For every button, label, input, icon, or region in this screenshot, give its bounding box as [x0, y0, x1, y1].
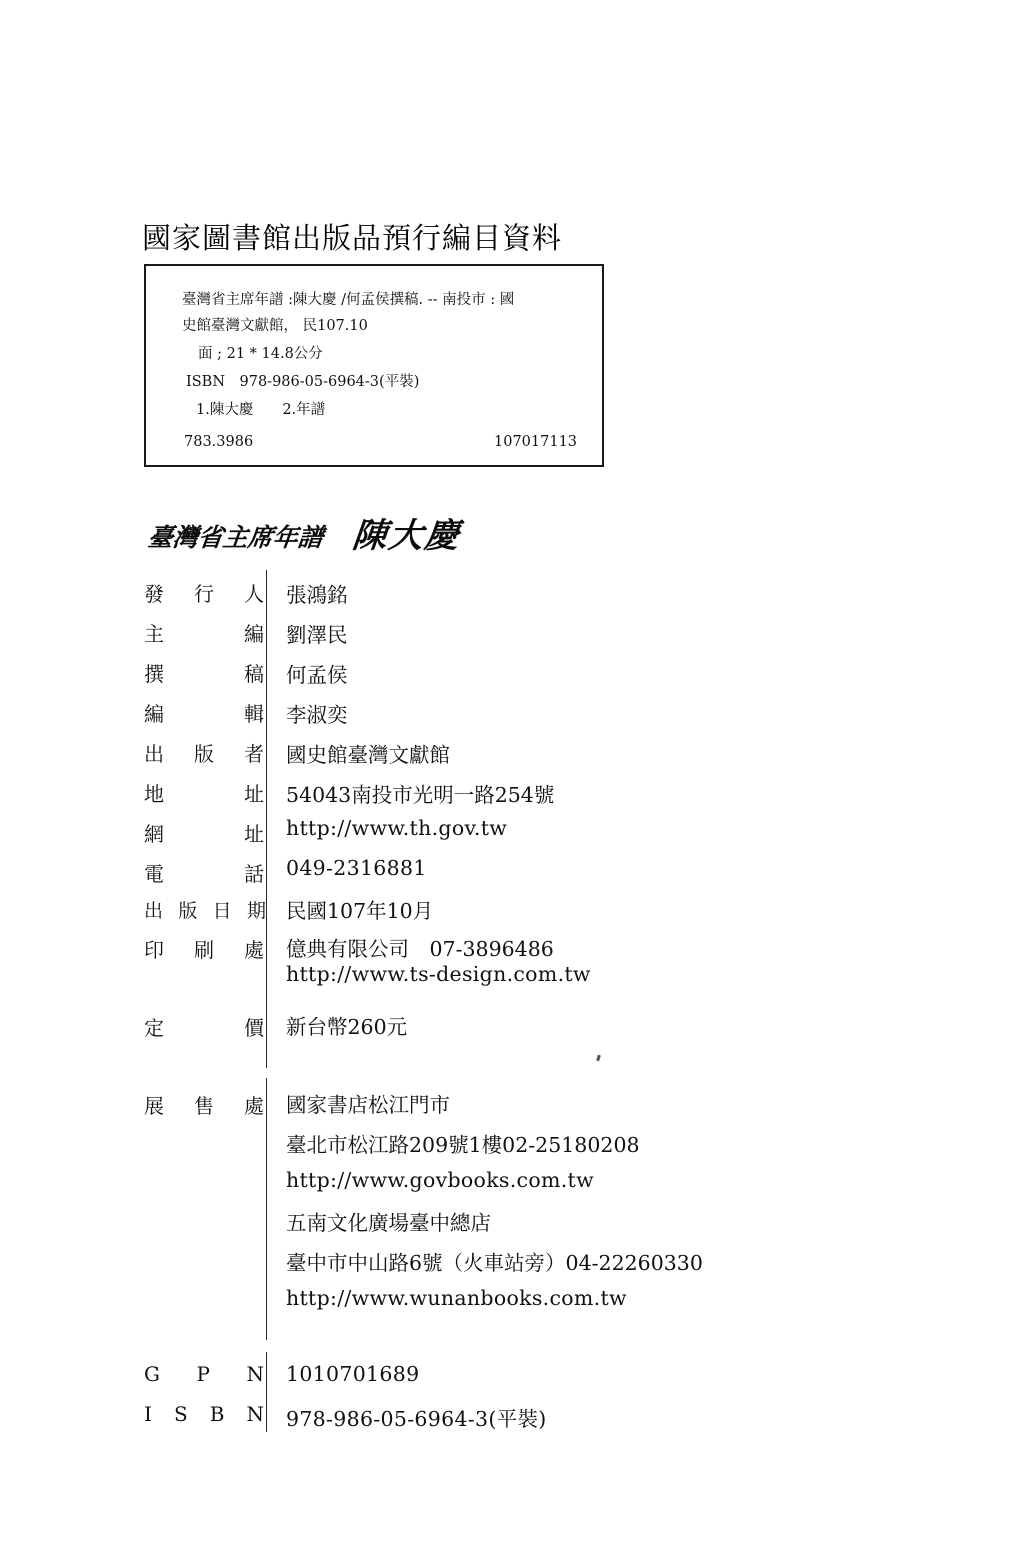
label-char: 網 [144, 822, 164, 846]
label-isbn [144, 1402, 264, 1426]
label-publish-date [144, 896, 266, 923]
cip-line-classification: 783.3986 [184, 434, 254, 450]
label-char: B [209, 1402, 225, 1426]
sales-outlet-line-6[interactable]: http://www.wunanbooks.com.tw [286, 1286, 627, 1310]
label-char: 版 [194, 742, 214, 766]
label-char: 話 [244, 862, 264, 886]
label-char: 主 [144, 622, 164, 646]
label-writer [144, 658, 264, 687]
cip-line-subjects: 1.陳大慶 2.年譜 [196, 402, 326, 418]
label-char: 刷 [194, 938, 214, 962]
cip-line-3: 面 ; 21 * 14.8公分 [198, 346, 323, 362]
label-chief-editor [144, 618, 264, 647]
value-editor: 李淑奕 [286, 703, 348, 727]
label-char: 價 [244, 1016, 264, 1040]
label-char: 址 [244, 822, 264, 846]
cip-line-1: 臺灣省主席年譜 :陳大慶 /何孟侯撰稿. -- 南投市 : 國 [182, 292, 515, 308]
cip-line-2: 史館臺灣文獻館， 民107.10 [182, 318, 368, 334]
value-isbn: 978-986-05-6964-3(平裝) [286, 1407, 547, 1431]
label-char: 售 [194, 1094, 214, 1118]
value-printer: 億典有限公司 07-3896486 [286, 937, 554, 961]
book-title-series: 臺灣省主席年譜 [146, 523, 325, 552]
value-chief-editor: 劉澤民 [286, 623, 348, 647]
label-website [144, 818, 264, 847]
label-char: 期 [246, 900, 266, 922]
sales-outlet-line-3[interactable]: http://www.govbooks.com.tw [286, 1168, 594, 1192]
value-publisher: 國史館臺灣文獻館 [286, 743, 450, 767]
value-telephone: 049-2316881 [286, 856, 427, 880]
label-char: 輯 [244, 702, 264, 726]
label-char: 版 [178, 900, 198, 922]
sales-outlet-line-2: 臺北市松江路209號1樓02-25180208 [286, 1133, 640, 1157]
label-char: 編 [144, 702, 164, 726]
label-char: 處 [244, 938, 264, 962]
value-gpn: 1010701689 [286, 1362, 420, 1386]
label-char: 者 [244, 742, 264, 766]
sales-outlet-line-4: 五南文化廣場臺中總店 [286, 1211, 491, 1235]
value-writer: 何孟侯 [286, 663, 348, 687]
book-title-name: 陳大慶 [350, 516, 463, 556]
value-address: 54043南投市光明一路254號 [286, 783, 555, 807]
label-publisher-person [144, 578, 264, 607]
cip-line-isbn: ISBN 978-986-05-6964-3(平裝) [186, 374, 420, 390]
label-char: N [246, 1362, 264, 1386]
label-char: 行 [194, 582, 214, 606]
label-char: 址 [244, 782, 264, 806]
label-char: 撰 [144, 662, 164, 686]
label-char: 印 [144, 938, 164, 962]
label-telephone [144, 858, 264, 887]
cip-heading: 國家圖書館出版品預行編目資料 [142, 221, 563, 255]
book-title [148, 505, 461, 554]
label-editor [144, 698, 264, 727]
label-char: 稿 [244, 662, 264, 686]
label-sales-outlets [144, 1090, 264, 1119]
label-address [144, 778, 264, 807]
value-website[interactable]: http://www.th.gov.tw [286, 816, 508, 840]
label-char: 出 [144, 742, 164, 766]
label-char: 電 [144, 862, 164, 886]
label-char: I [144, 1402, 152, 1426]
label-char: 展 [144, 1094, 164, 1118]
value-printer-website[interactable]: http://www.ts-design.com.tw [286, 962, 591, 986]
label-char: 定 [144, 1016, 164, 1040]
cip-box [144, 264, 604, 467]
label-publisher [144, 738, 264, 767]
label-gpn [144, 1362, 264, 1386]
label-char: 人 [244, 582, 264, 606]
cip-line-record-number: 107017113 [494, 434, 578, 450]
label-char: 出 [144, 900, 164, 922]
sales-outlet-line-5: 臺中市中山路6號（火車站旁）04-22260330 [286, 1251, 703, 1275]
sales-outlet-line-1: 國家書店松江門市 [286, 1093, 450, 1117]
label-char: P [196, 1362, 210, 1386]
colophon-divider-codes [266, 1352, 267, 1432]
label-char: 發 [144, 582, 164, 606]
label-price [144, 1012, 264, 1041]
label-printer [144, 934, 264, 963]
page-speck [596, 1055, 601, 1062]
label-char: 編 [244, 622, 264, 646]
value-publisher-person: 張鴻銘 [286, 583, 348, 607]
value-publish-date: 民國107年10月 [286, 899, 434, 923]
colophon-divider-top [266, 570, 267, 1068]
colophon-divider-exhibit [266, 1078, 267, 1340]
label-char: 地 [144, 782, 164, 806]
label-char: N [246, 1402, 264, 1426]
value-price: 新台幣260元 [286, 1015, 408, 1039]
label-char: 處 [244, 1094, 264, 1118]
label-char: 日 [212, 900, 232, 922]
label-char: S [173, 1402, 188, 1426]
label-char: G [144, 1362, 160, 1386]
